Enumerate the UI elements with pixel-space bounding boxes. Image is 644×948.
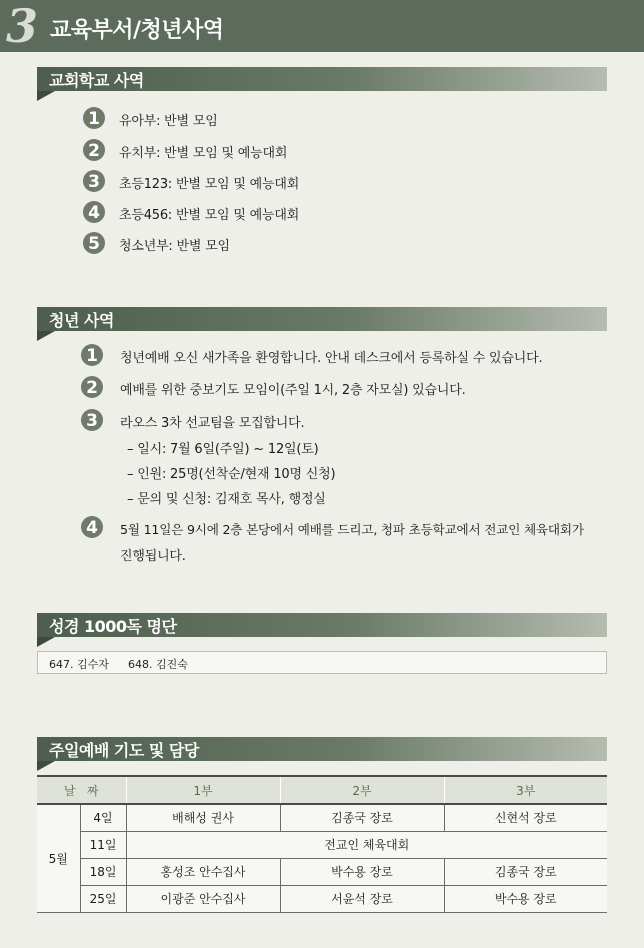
number-badge-icon: [80, 375, 104, 399]
svg-text:4: 4: [86, 518, 98, 538]
school-item-text: 초등123: 반별 모임 및 예능대회: [119, 177, 300, 192]
number-badge-icon: [82, 106, 106, 130]
svg-text:3: 3: [86, 411, 98, 431]
table-row: [37, 858, 607, 885]
school-item-text: 유치부: 반별 모임 및 예능대회: [119, 146, 288, 161]
svg-text:5: 5: [88, 234, 100, 254]
worship-section-heading: 주일예배 기도 및 담당: [37, 737, 607, 761]
number-badge-icon: [80, 515, 104, 539]
service-1-cell: 홍성조 안수집사: [126, 858, 280, 885]
month-cell: 5월: [37, 804, 80, 912]
column-header-service-2: 2부: [280, 776, 444, 804]
youth-item-text: 예배를 위한 중보기도 모임이(주일 1시, 2층 자모실) 있습니다.: [120, 383, 466, 398]
youth-sub-item: – 일시: 7월 6일(주일) ~ 12일(토): [127, 442, 319, 457]
day-cell: 4일: [80, 804, 126, 831]
youth-section-heading: 청년 사역: [37, 307, 607, 331]
table-row: [37, 804, 607, 831]
column-header-date: 날 짜: [37, 776, 126, 804]
section-number: 3: [6, 0, 39, 53]
day-cell: 18일: [80, 858, 126, 885]
service-2-cell: 김종국 장로: [280, 804, 444, 831]
youth-item-text: 청년예배 오신 새가족을 환영합니다. 안내 데스크에서 등록하실 수 있습니다.: [120, 351, 543, 366]
service-2-cell: 서윤석 장로: [280, 885, 444, 912]
number-badge-icon: [82, 200, 106, 224]
day-cell: 25일: [80, 885, 126, 912]
youth-item-text: 5월 11일은 9시에 2층 본당에서 예배를 드리고, 청파 초등학교에서 전교인 체육대회가: [120, 522, 584, 537]
number-badge-icon: [80, 343, 104, 367]
number-badge-icon: [80, 408, 104, 432]
svg-text:2: 2: [88, 141, 100, 161]
page-title: 교육부서/청년사역: [50, 18, 224, 43]
column-header-service-3: 3부: [444, 776, 607, 804]
svg-text:3: 3: [88, 172, 100, 192]
school-item-text: 유아부: 반별 모임: [119, 114, 218, 129]
svg-text:2: 2: [86, 378, 98, 398]
school-item-text: 초등456: 반별 모임 및 예능대회: [119, 208, 300, 223]
worship-schedule-table: [37, 775, 607, 913]
number-badge-icon: [82, 169, 106, 193]
youth-item-text: 라오스 3차 선교팀을 모집합니다.: [120, 416, 305, 431]
number-badge-icon: [82, 138, 106, 162]
youth-sub-item: – 인원: 25명(선착순/현재 10명 신청): [127, 467, 336, 482]
svg-text:1: 1: [88, 109, 100, 129]
table-header-row: [37, 776, 607, 804]
table-row: [37, 831, 607, 858]
page-header: [0, 0, 644, 52]
youth-item-text-cont: 진행됩니다.: [120, 549, 186, 564]
youth-sub-item: – 문의 및 신청: 김재호 목사, 행정실: [127, 492, 326, 507]
service-3-cell: 박수용 장로: [444, 885, 607, 912]
number-badge-icon: [82, 231, 106, 255]
service-1-cell: 이광준 안수집사: [126, 885, 280, 912]
svg-text:1: 1: [86, 346, 98, 366]
bible-reader-entry: 648. 김진숙: [128, 658, 188, 671]
school-item-text: 청소년부: 반별 모임: [119, 239, 230, 254]
service-1-cell: 배해성 권사: [126, 804, 280, 831]
merged-event-cell: 전교인 체육대회: [126, 831, 607, 858]
column-header-service-1: 1부: [126, 776, 280, 804]
bible-reader-list: [37, 651, 607, 674]
bible-reader-entry: 647. 김수자: [49, 658, 109, 671]
table-row: [37, 885, 607, 912]
service-3-cell: 신현석 장로: [444, 804, 607, 831]
school-section-heading: 교회학교 사역: [37, 67, 607, 91]
service-2-cell: 박수용 장로: [280, 858, 444, 885]
service-3-cell: 김종국 장로: [444, 858, 607, 885]
bible-section-heading: 성경 1000독 명단: [37, 613, 607, 637]
day-cell: 11일: [80, 831, 126, 858]
svg-text:4: 4: [88, 203, 100, 223]
